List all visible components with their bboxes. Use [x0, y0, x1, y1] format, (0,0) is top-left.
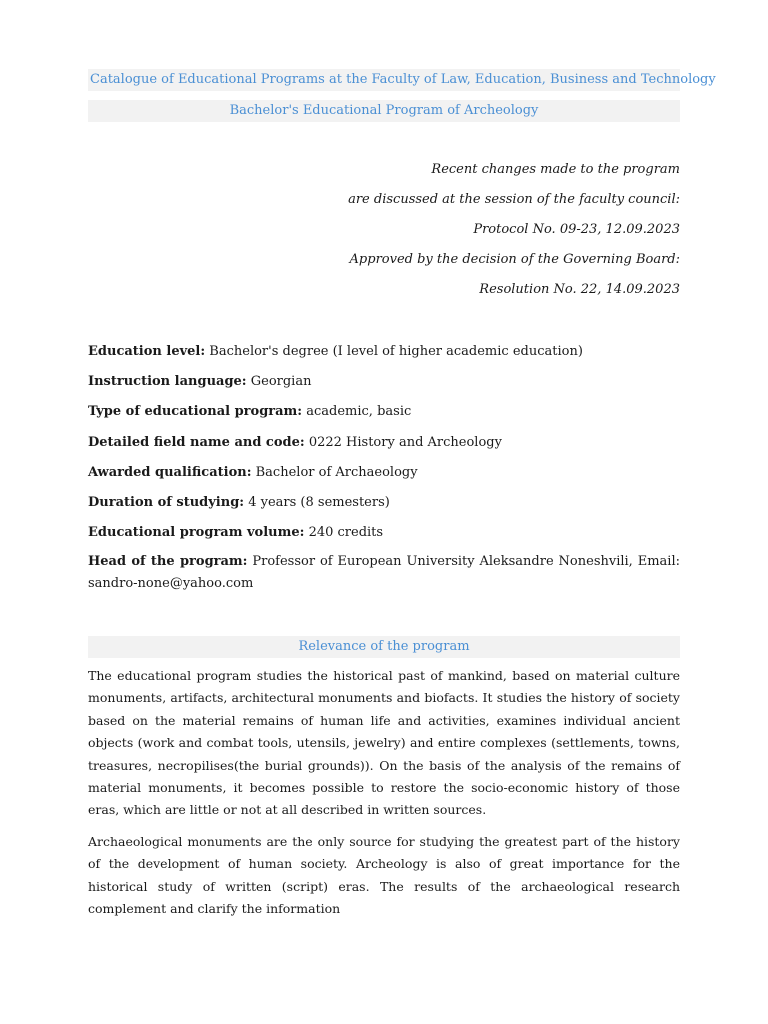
field-value: 4 years (8 semesters): [244, 494, 390, 510]
instruction-language-row: [88, 370, 680, 400]
approval-line: Recent changes made to the program: [431, 162, 680, 177]
paragraph: Archaeological monuments are the only source for studying the greatest part of the history of the development of human society. Archeology is also of great importance for the historical study of written (script) eras. The results of the archaeological research complement and clarify the information: [88, 834, 680, 917]
approval-line: Approved by the decision of the Governing Board:: [349, 252, 680, 267]
field-label: Instruction language:: [88, 374, 247, 390]
field-label: Duration of studying:: [88, 494, 245, 510]
education-level-row: [88, 340, 680, 370]
field-value: Bachelor's degree (I level of higher academic education): [205, 344, 583, 359]
field-value: 0222 History and Archeology: [304, 434, 502, 450]
field-value: academic, basic: [302, 404, 412, 420]
section-heading: Relevance of the program: [88, 636, 680, 658]
field-label: Education level:: [88, 344, 206, 359]
approval-block: [88, 158, 680, 308]
catalogue-title: Catalogue of Educational Programs at the Faculty of Law, Education, Business and Technology: [88, 69, 680, 91]
field-value: Professor of European University Aleksandre Noneshvili, Email: sandro-none@yahoo.com: [88, 554, 680, 592]
program-title: Bachelor's Educational Program of Archeology: [88, 100, 680, 122]
field-label: Head of the program:: [88, 554, 248, 570]
resolution-line: Resolution No. 22, 14.09.2023: [479, 282, 680, 297]
program-type-row: [88, 400, 680, 430]
field-value: Georgian: [246, 374, 312, 390]
approval-line: are discussed at the session of the faculty council:: [348, 192, 680, 207]
head-row: [88, 551, 680, 595]
field-label: Type of educational program:: [88, 404, 303, 420]
field-value: 240 credits: [304, 525, 384, 541]
paragraph: The educational program studies the historical past of mankind, based on material culture monuments, artifacts, architectural monuments and biofacts. It studies the history of society based on the material remains of human life and activities, examines individual ancient objects (work and combat tools, utensils, jewelry) and entire complexes (settlements, towns, treasures, necropilises(the burial grounds)). On the basis of the analysis of the remains of material monuments, it becomes possible to restore the socio-economic history of those eras, which are little or not at all described in written sources.: [88, 668, 680, 818]
qualification-row: [88, 461, 680, 491]
duration-row: [88, 491, 680, 521]
field-code-row: [88, 431, 680, 461]
field-label: Detailed field name and code:: [88, 434, 305, 450]
volume-row: [88, 521, 680, 551]
protocol-line: Protocol No. 09-23, 12.09.2023: [473, 222, 680, 237]
program-info: [88, 340, 680, 595]
field-value: Bachelor of Archaeology: [251, 464, 418, 480]
field-label: Awarded qualification:: [88, 464, 252, 480]
field-label: Educational program volume:: [88, 525, 305, 541]
